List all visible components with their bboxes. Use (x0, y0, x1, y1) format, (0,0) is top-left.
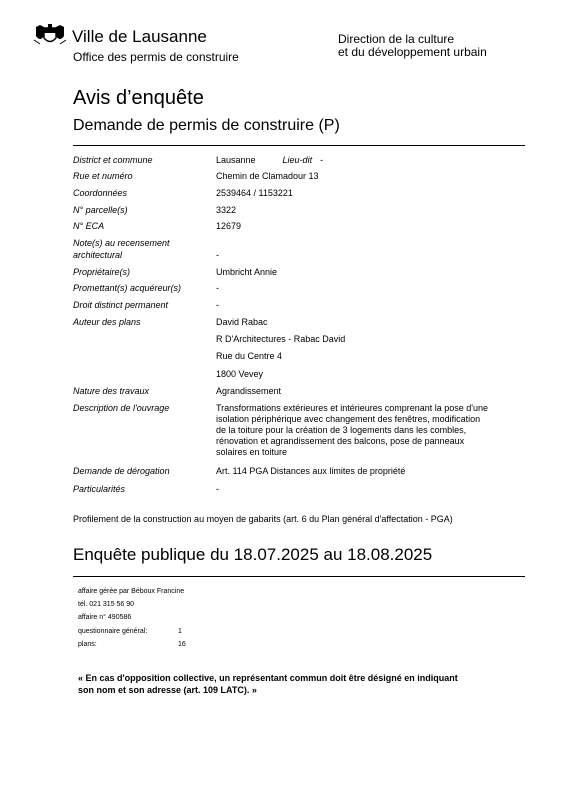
field-value: 12679 (216, 221, 242, 231)
inquiry-period: Enquête publique du 18.07.2025 au 18.08.2025 (73, 545, 433, 564)
opposition-notice-line: « En cas d'opposition collective, un représentant commun doit être désigné en indiquant (78, 673, 458, 683)
case-number: affaire n° 490586 (78, 614, 132, 621)
phone: tél. 021 315 56 90 (78, 601, 135, 608)
field-value (216, 403, 525, 458)
field-label: N° parcelle(s) (73, 205, 128, 215)
field-value: Agrandissement (216, 386, 282, 396)
field-value: - (216, 300, 219, 310)
managed-by: affaire gérée par Béboux Francine (78, 588, 185, 595)
opposition-notice-line: son nom et son adresse (art. 109 LATC). » (78, 685, 257, 695)
lausanne-coat-of-arms-icon (32, 24, 68, 46)
field-label: Description de l'ouvrage (73, 403, 170, 413)
field-value: 2539464 / 1153221 (216, 188, 293, 198)
field-label-line: architectural (73, 250, 123, 260)
field-value (216, 155, 525, 166)
lieu-dit-value: - (320, 155, 324, 165)
lieu-dit-label: Lieu-dit (282, 155, 313, 165)
field-label: District et commune (73, 155, 153, 165)
page-title: Avis d’enquête (73, 87, 204, 109)
description-line: solaires en toiture (216, 447, 288, 457)
questionnaire-label: questionnaire général: (78, 628, 148, 635)
questionnaire-count (78, 627, 182, 636)
field-label: N° ECA (73, 221, 105, 231)
district-value: Lausanne (216, 155, 256, 165)
field-label: Auteur des plans (73, 317, 141, 327)
field-label-line: Note(s) au recensement (73, 238, 170, 248)
field-value: - (216, 484, 219, 494)
field-label: Particularités (73, 484, 126, 494)
org-subtitle: Office des permis de construire (73, 50, 239, 64)
author-line: David Rabac (216, 317, 268, 327)
plans-count (78, 640, 186, 649)
department-line-1: Direction de la culture (338, 32, 455, 46)
field-value: Art. 114 PGA Distances aux limites de propriété (216, 466, 406, 476)
org-name: Ville de Lausanne (72, 27, 207, 46)
author-line: 1800 Vevey (216, 369, 264, 379)
page-subtitle: Demande de permis de construire (P) (73, 117, 340, 134)
field-label: Coordonnées (73, 188, 128, 198)
divider (73, 576, 525, 577)
field-value: - (216, 250, 219, 260)
field-label: Droit distinct permanent (73, 300, 169, 310)
questionnaire-value: 1 (178, 628, 182, 635)
field-label: Promettant(s) acquéreur(s) (73, 283, 182, 293)
profiling-note: Profilement de la construction au moyen de gabarits (art. 6 du Plan général d'affectation - PGA) (73, 514, 453, 524)
description-line: rénovation et agrandissement des balcons, pose de panneaux (216, 436, 465, 446)
divider (73, 145, 525, 146)
author-line: Rue du Centre 4 (216, 351, 283, 361)
description-line: isolation périphérique avec changement des fenêtres, modification (216, 414, 481, 424)
field-label: Rue et numéro (73, 171, 133, 181)
field-label: Propriétaire(s) (73, 267, 131, 277)
plans-value: 16 (178, 641, 186, 648)
opposition-notice (78, 672, 518, 696)
field-label (73, 238, 213, 261)
field-value: - (216, 283, 219, 293)
description-line: Transformations extérieures et intérieures comprenant la pose d'une (216, 403, 489, 413)
department-line-2: et du développement urbain (338, 45, 487, 59)
department (338, 33, 487, 59)
field-value: 3322 (216, 205, 237, 215)
field-label: Demande de dérogation (73, 466, 170, 476)
field-value: Umbricht Annie (216, 267, 278, 277)
field-value: Chemin de Clamadour 13 (216, 171, 319, 181)
author-line: R D'Architectures - Rabac David (216, 334, 346, 344)
plans-label: plans: (78, 641, 97, 648)
field-label: Nature des travaux (73, 386, 150, 396)
description-line: de la toiture pour la création de 3 logements dans les combles, (216, 425, 467, 435)
